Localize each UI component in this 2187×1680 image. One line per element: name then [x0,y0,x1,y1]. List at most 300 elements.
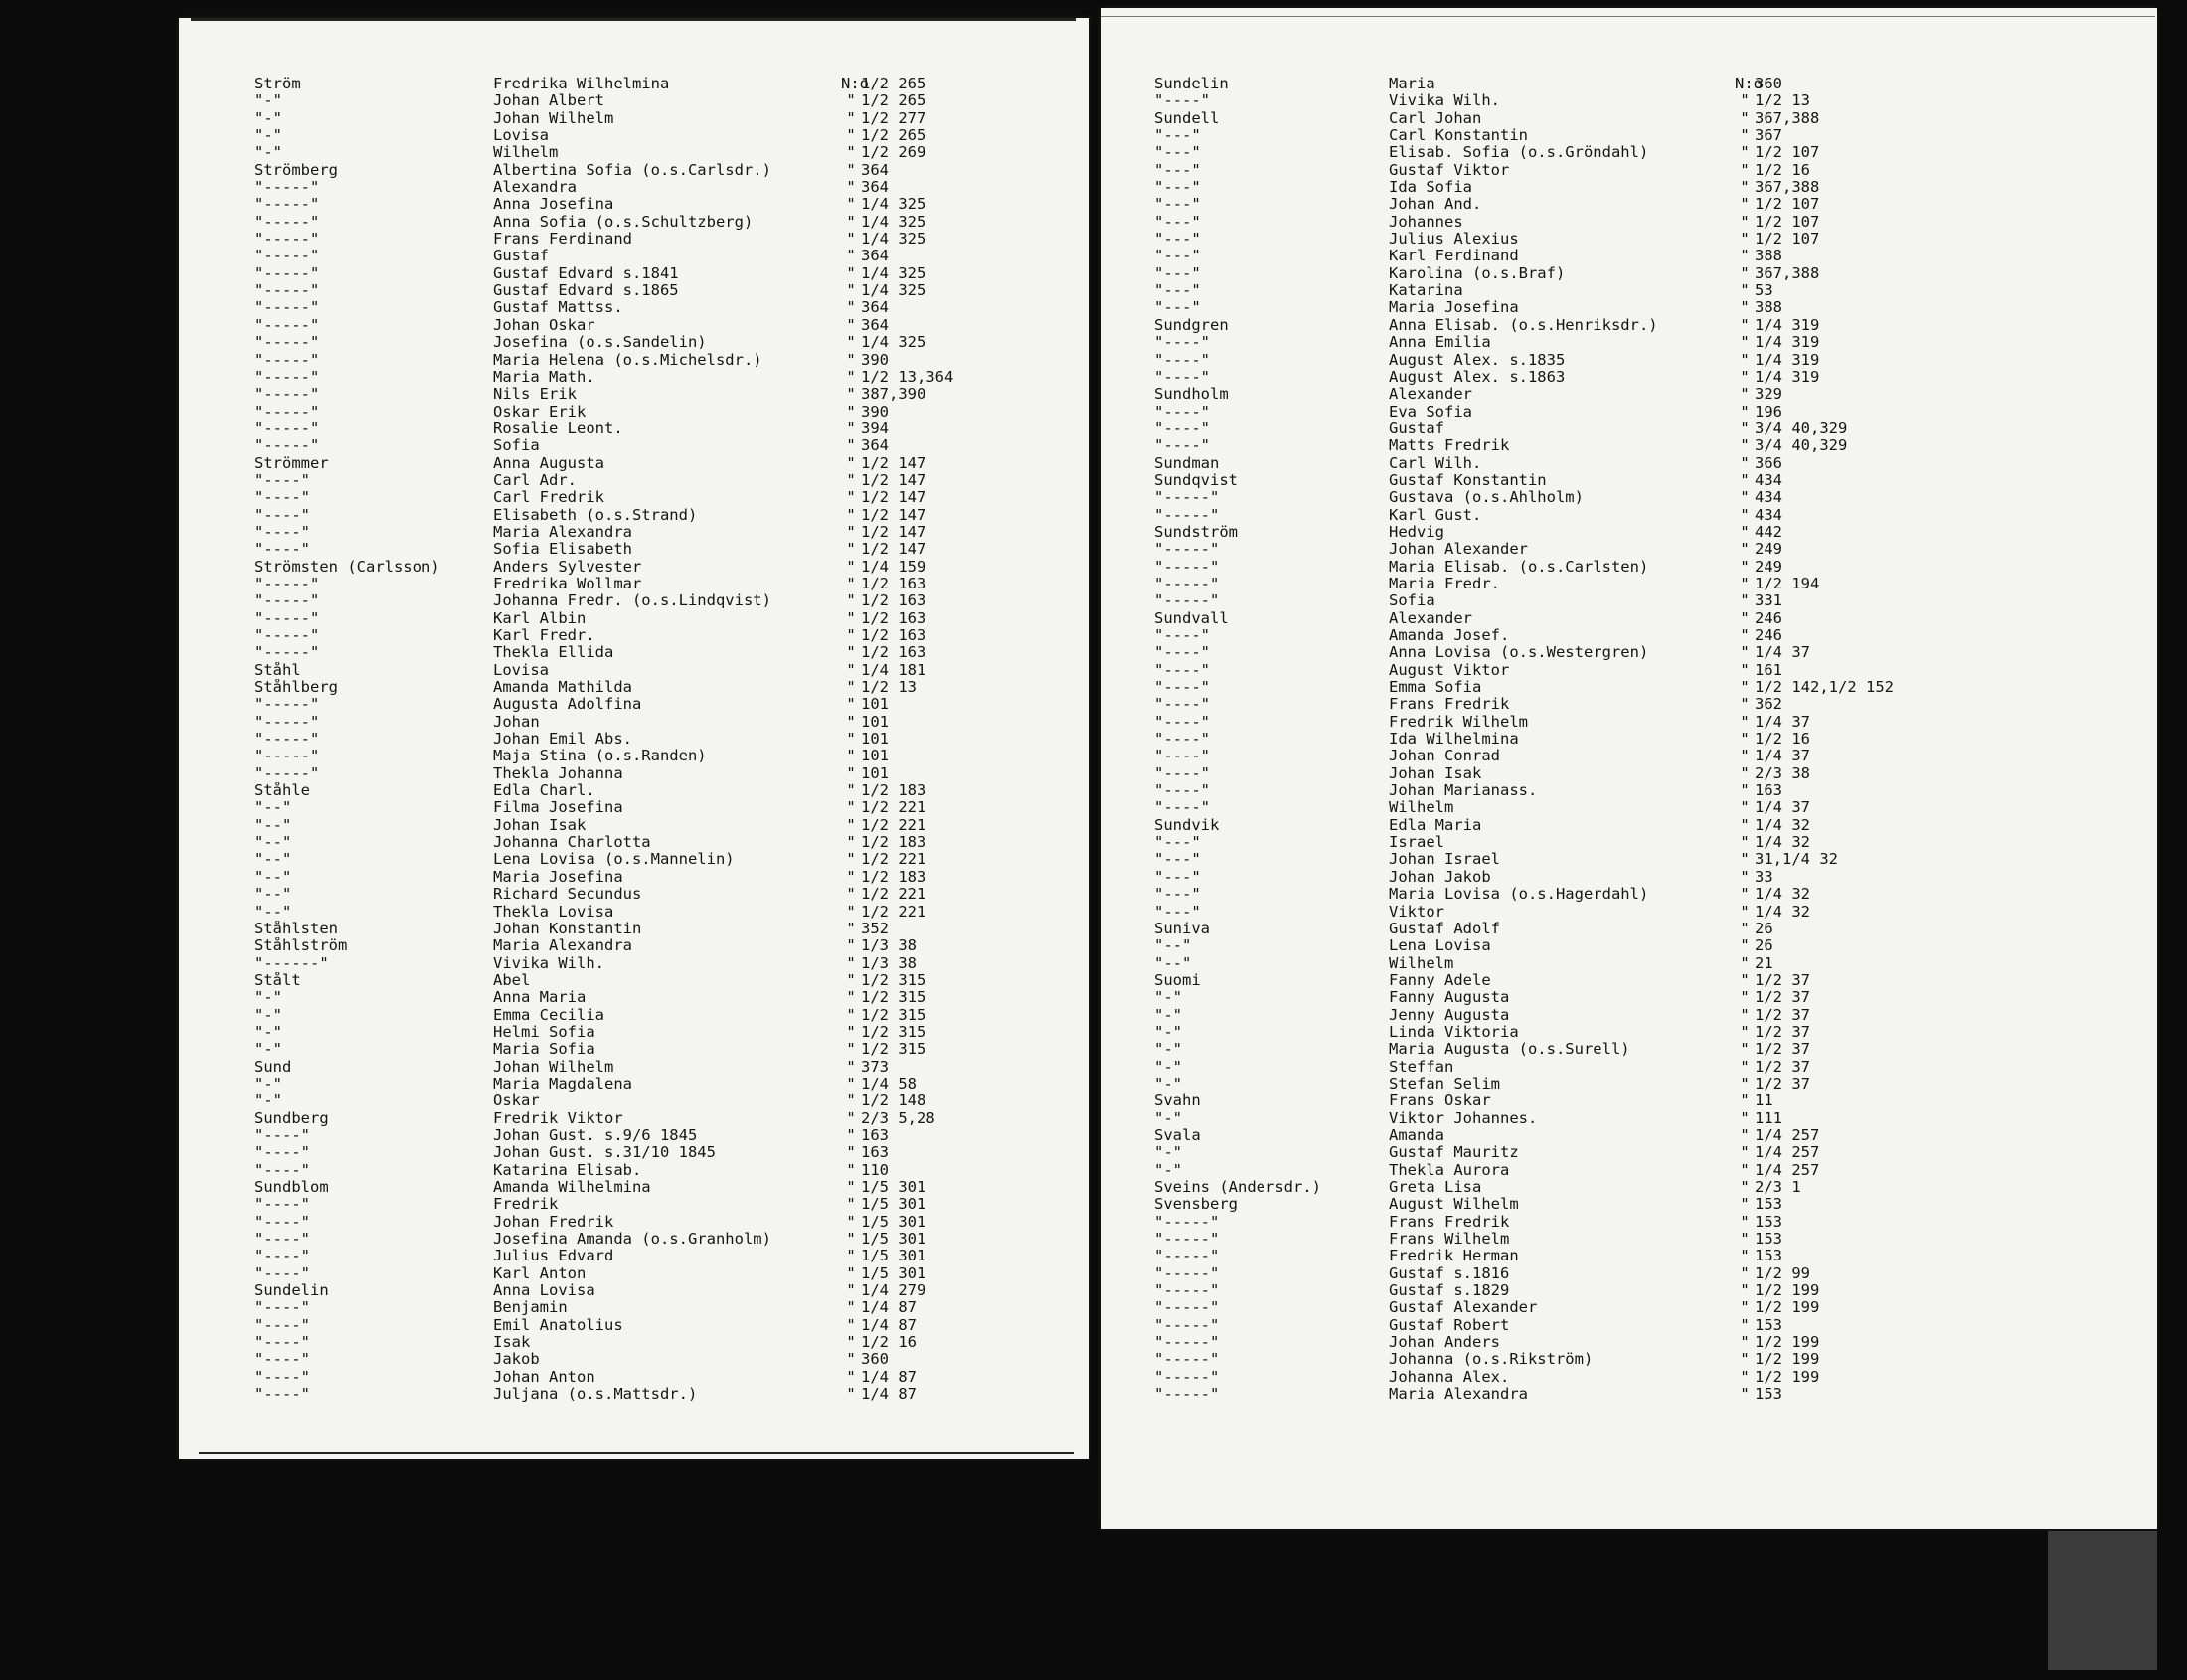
entry-number-mark: " [1740,540,1750,559]
entry-number-mark: " [1740,505,1750,524]
index-entry [254,1144,1010,1161]
entry-given-name: Gustaf Viktor [1389,161,1510,179]
entry-number-mark: " [1740,281,1750,300]
scan-noise [2048,1531,2157,1670]
entry-surname: Ståhlberg [254,679,338,697]
entry-given-name: Stefan Selim [1389,1075,1500,1092]
top-rule [1101,16,2155,17]
entry-number-mark: " [846,885,856,904]
entry-number-mark: " [846,1143,856,1162]
entry-given-name: Helmi Sofia [493,1023,595,1041]
entry-number-mark: " [1740,781,1750,800]
entry-reference: 101 [861,748,889,765]
index-entry [254,110,1010,127]
entry-surname: "----" [254,1161,310,1179]
entry-surname: Sundström [1154,523,1238,541]
entry-reference: 1/2 315 [861,1006,926,1024]
entry-given-name: Vivika Wilh. [1389,92,1500,110]
index-entry [254,1024,1010,1041]
entry-given-name: Carl Wilh. [1389,454,1482,472]
entry-given-name: Anna Augusta [493,454,604,472]
index-entry [254,472,1010,489]
entry-number-mark: " [846,970,856,989]
entry-given-name: Viktor Johannes. [1389,1109,1538,1127]
entry-given-name: Israel [1389,834,1444,852]
entry-given-name: Anders Sylvester [493,558,642,576]
entry-surname: Sund [254,1058,292,1076]
entry-number-mark: " [846,230,856,249]
entry-number-mark: " [1740,1350,1750,1369]
entry-reference: 2/3 38 [1755,764,1810,782]
entry-surname: "-----" [1154,541,1220,559]
entry-given-name: Karl Fredr. [493,627,595,644]
entry-surname: "----" [254,489,310,507]
entry-given-name: Juljana (o.s.Mattsdr.) [493,1386,698,1404]
entry-reference: 1/2 148 [861,1092,926,1110]
entry-given-name: Karl Albin [493,609,587,627]
entry-surname: "-----" [254,231,320,249]
entry-reference: 1/2 199 [1755,1368,1820,1386]
entry-surname: Strömmer [254,454,329,472]
entry-number-mark: " [1740,298,1750,317]
entry-given-name: Johan Anders [1389,1334,1500,1352]
entry-given-name: Johan Jakob [1389,868,1491,886]
entry-reference: 1/2 221 [861,903,926,921]
entry-surname: "----" [254,1299,310,1317]
entry-surname: "----" [254,506,310,524]
entry-number-mark: " [1740,178,1750,197]
entry-surname: "-" [254,1041,282,1059]
entry-reference: 1/4 325 [861,282,926,300]
entry-given-name: Albertina Sofia (o.s.Carlsdr.) [493,161,771,179]
entry-reference: 352 [861,920,889,937]
entry-number-mark: " [1740,695,1750,714]
index-entry [254,679,1010,696]
index-entry [1154,714,1904,731]
entry-given-name: Thekla Johanna [493,764,623,782]
index-entry [1154,1041,1904,1058]
index-entry [254,420,1010,437]
entry-given-name: Alexandra [493,179,577,197]
entry-reference: 153 [1755,1231,1782,1249]
index-entry [1154,1351,1904,1368]
entry-reference: 1/2 163 [861,627,926,644]
entry-given-name: Johanna (o.s.Rikström) [1389,1351,1594,1369]
entry-number-mark: " [1740,1160,1750,1179]
entry-surname: "---" [1154,834,1201,852]
index-entry [254,507,1010,524]
entry-reference: 1/2 315 [861,1041,926,1059]
entry-surname: "---" [1154,231,1201,249]
entry-reference: 1/2 37 [1755,1023,1810,1041]
entry-given-name: Nils Erik [493,386,577,404]
top-rule [191,18,1076,21]
entry-surname: Svahn [1154,1092,1201,1110]
entry-surname: "-----" [1154,1213,1220,1231]
entry-surname: Sundqvist [1154,471,1238,489]
entry-number-mark: " [846,367,856,386]
entry-number-mark: " [846,1178,856,1196]
entry-reference: 442 [1755,523,1782,541]
entry-number-mark: " [846,212,856,231]
index-entry [254,317,1010,334]
entry-surname: "----" [1154,696,1210,714]
entry-reference: 153 [1755,1248,1782,1265]
index-entry [254,576,1010,592]
entry-given-name: Anna Emilia [1389,334,1491,352]
entry-number-mark: " [1740,1212,1750,1231]
index-entry [1154,541,1904,558]
index-entry [254,972,1010,989]
entry-number-mark: " [846,867,856,886]
entry-reference: 26 [1755,937,1773,955]
index-entry [1154,472,1904,489]
entry-number-mark: " [1740,108,1750,127]
index-entry [1154,127,1904,144]
entry-reference: 3/4 40,329 [1755,420,1848,437]
entry-surname: "----" [1154,627,1210,644]
index-entry [254,851,1010,868]
entry-surname: "-" [1154,1075,1182,1092]
entry-reference: 1/2 16 [861,1334,917,1352]
entry-surname: "---" [1154,179,1201,197]
entry-surname: "-" [254,109,282,127]
entry-reference: 362 [1755,696,1782,714]
entry-number-mark: " [1740,747,1750,765]
entry-surname: "-----" [1154,1231,1220,1249]
entry-reference: 26 [1755,920,1773,937]
entry-reference: 1/2 315 [861,971,926,989]
entry-reference: 1/2 37 [1755,1058,1810,1076]
index-entry [254,714,1010,731]
entry-surname: "--" [1154,954,1192,972]
entry-surname: "-" [254,1092,282,1110]
entry-number-mark: " [1740,385,1750,404]
entry-surname: "-" [1154,1109,1182,1127]
entry-reference: 364 [861,299,889,317]
entry-number-mark: " [846,557,856,576]
entry-surname: "----" [254,1196,310,1214]
entry-reference: 329 [1755,386,1782,404]
entry-given-name: Frans Ferdinand [493,231,632,249]
index-entry [1154,627,1904,644]
entry-number-mark: " [846,902,856,921]
entry-surname: "-" [1154,1041,1182,1059]
entry-surname: "--" [254,834,292,852]
entry-number-mark: " [846,247,856,265]
entry-reference: 1/2 163 [861,644,926,662]
index-entry [254,1317,1010,1334]
entry-reference: 1/2 147 [861,506,926,524]
entry-reference: 1/4 257 [1755,1161,1820,1179]
entry-number-mark: " [1740,263,1750,282]
entry-surname: "-----" [1154,1386,1220,1404]
index-entry [254,524,1010,541]
entry-given-name: Anna Lovisa (o.s.Westergren) [1389,644,1649,662]
entry-number-mark: " [1740,626,1750,644]
entry-given-name: Johan And. [1389,196,1482,214]
entry-number-mark: " [1740,1298,1750,1317]
entry-given-name: Alexander [1389,609,1472,627]
index-entry [254,592,1010,609]
entry-surname: "----" [254,523,310,541]
entry-reference: 1/5 301 [861,1231,926,1249]
entry-surname: "----" [1154,334,1210,352]
entry-reference: 1/4 279 [861,1282,926,1300]
entry-number-mark: " [1740,143,1750,162]
index-entry [1154,679,1904,696]
entry-given-name: Elisab. Sofia (o.s.Gröndahl) [1389,144,1649,162]
entry-surname: "----" [1154,351,1210,369]
entry-surname: "--" [254,868,292,886]
entry-surname: "---" [1154,248,1201,265]
entry-surname: Svensberg [1154,1196,1238,1214]
entry-number-mark: " [846,385,856,404]
entry-number-mark: " [1740,402,1750,420]
index-entry [1154,1179,1904,1196]
entry-given-name: Johan Fredrik [493,1213,614,1231]
entry-reference: 1/2 147 [861,471,926,489]
entry-number-mark: " [1740,1005,1750,1024]
entry-reference: 1/2 13,364 [861,368,954,386]
entry-given-name: Maria Sofia [493,1041,595,1059]
entry-reference: 111 [1755,1109,1782,1127]
entry-given-name: Fredrik Wilhelm [1389,713,1528,731]
entry-number-mark: " [846,315,856,334]
entry-number-mark: " [1740,91,1750,110]
entry-given-name: Oskar Erik [493,403,587,420]
index-entry [254,455,1010,472]
right-page [1101,8,2157,1529]
entry-reference: 1/2 199 [1755,1282,1820,1300]
index-entry [254,989,1010,1006]
bottom-rule [199,1452,1074,1454]
entry-number-mark: " [846,281,856,300]
entry-reference: 1/2 277 [861,109,926,127]
index-entry [254,1076,1010,1092]
index-entry [254,921,1010,937]
entry-given-name: Vivika Wilh. [493,954,604,972]
entry-given-name: Edla Maria [1389,816,1482,834]
entry-given-name: Filma Josefina [493,799,623,817]
entry-reference: 1/2 16 [1755,161,1810,179]
entry-surname: "--" [254,886,292,904]
entry-number-mark: " [846,712,856,731]
entry-reference: 373 [861,1058,889,1076]
index-entry [1154,696,1904,713]
entry-reference: 1/4 325 [861,231,926,249]
entry-surname: "---" [1154,282,1201,300]
entry-surname: "----" [254,541,310,559]
entry-given-name: Rosalie Leont. [493,420,623,437]
entry-surname: "----" [1154,92,1210,110]
entry-reference: 101 [861,713,889,731]
entry-given-name: Gustava (o.s.Ahlholm) [1389,489,1584,507]
entry-surname: "-----" [254,316,320,334]
entry-reference: 366 [1755,454,1782,472]
entry-given-name: Wilhelm [1389,954,1454,972]
entry-number-mark: " [1740,126,1750,145]
entry-number-mark: " [846,160,856,179]
index-entry [254,559,1010,576]
entry-surname: "-" [254,1075,282,1092]
left-index-column [254,76,1010,1403]
entry-given-name: Lovisa [493,127,549,145]
right-index-column [1154,76,1904,1403]
entry-reference: 153 [1755,1386,1782,1404]
entry-number-mark: " [846,798,856,817]
entry-given-name: Gustaf Edvard s.1865 [493,282,679,300]
entry-surname: "-----" [254,248,320,265]
index-entry [254,662,1010,679]
entry-surname: "---" [1154,851,1201,869]
entry-surname: Stålt [254,971,301,989]
entry-surname: Ståhle [254,782,310,800]
entry-reference: 1/2 107 [1755,196,1820,214]
entry-surname: "-----" [1154,1368,1220,1386]
entry-surname: "-----" [1154,592,1220,610]
index-entry [254,799,1010,816]
entry-reference: 1/4 32 [1755,903,1810,921]
index-entry [254,904,1010,921]
entry-number-mark: " [846,350,856,369]
entry-reference: 2/3 1 [1755,1179,1801,1196]
entry-surname: Sveins (Andersdr.) [1154,1179,1321,1196]
entry-reference: 1/2 13 [1755,92,1810,110]
entry-surname: "-" [1154,1006,1182,1024]
entry-surname: "------" [254,954,329,972]
index-entry [1154,1162,1904,1179]
entry-given-name: Benjamin [493,1299,568,1317]
index-entry [1154,610,1904,627]
entry-number-mark: " [846,730,856,749]
index-entry [1154,179,1904,196]
entry-reference: 1/2 37 [1755,1075,1810,1092]
entry-given-name: Fredrik Herman [1389,1248,1519,1265]
entry-number-mark: " [846,1298,856,1317]
entry-given-name: Johan Conrad [1389,748,1500,765]
entry-given-name: Thekla Aurora [1389,1161,1510,1179]
entry-given-name: Johanna Fredr. (o.s.Lindqvist) [493,592,771,610]
index-entry [254,1386,1010,1403]
entry-reference: 1/4 87 [861,1316,917,1334]
entry-number-mark: " [1740,1040,1750,1059]
index-entry [254,1299,1010,1316]
entry-number-mark: " [846,522,856,541]
entry-given-name: Maja Stina (o.s.Randen) [493,748,707,765]
entry-given-name: Gustaf Mattss. [493,299,623,317]
entry-given-name: Katarina [1389,282,1463,300]
index-entry [1154,731,1904,748]
entry-number-mark: " [1740,1230,1750,1249]
index-entry [1154,404,1904,420]
entry-surname: "----" [1154,731,1210,749]
entry-surname: "--" [254,851,292,869]
index-entry [1154,921,1904,937]
entry-reference: 364 [861,437,889,455]
entry-number-mark: " [1740,247,1750,265]
entry-number-mark: " [846,143,856,162]
index-entry [1154,886,1904,903]
entry-given-name: Johan Isak [493,816,587,834]
index-entry [254,179,1010,196]
entry-surname: "-----" [254,213,320,231]
index-entry [1154,592,1904,609]
entry-number-mark: " [1740,212,1750,231]
entry-number-mark: " [846,1281,856,1300]
index-entry [254,162,1010,179]
entry-given-name: Maria Magdalena [493,1075,632,1092]
index-entry [254,265,1010,282]
index-entry [1154,317,1904,334]
entry-number-mark: " [846,126,856,145]
entry-reference: 1/2 147 [861,489,926,507]
entry-surname: "-" [1154,1023,1182,1041]
entry-reference: 21 [1755,954,1773,972]
entry-reference: 101 [861,764,889,782]
index-entry [254,765,1010,782]
index-entry [1154,1092,1904,1109]
index-entry [254,404,1010,420]
entry-number-mark: " [846,333,856,352]
index-entry [1154,1386,1904,1403]
entry-surname: "-----" [1154,1334,1220,1352]
entry-reference: 153 [1755,1213,1782,1231]
entry-number-mark: " [1740,333,1750,352]
entry-number-mark: " [1740,798,1750,817]
entry-given-name: Viktor [1389,903,1444,921]
entry-reference: 434 [1755,506,1782,524]
entry-reference: 1/2 221 [861,816,926,834]
entry-given-name: Katarina Elisab. [493,1161,642,1179]
entry-number-mark: " [1740,953,1750,972]
entry-number-mark: " [846,643,856,662]
entry-reference: 1/2 315 [861,1023,926,1041]
entry-number-mark: " [1740,1263,1750,1282]
entry-given-name: Anna Sofia (o.s.Schultzberg) [493,213,754,231]
index-entry [1154,110,1904,127]
entry-given-name: Johanna Charlotta [493,834,651,852]
entry-given-name: Karolina (o.s.Braf) [1389,264,1566,282]
entry-given-name: Johanna Alex. [1389,1368,1510,1386]
index-entry [254,92,1010,109]
entry-number-mark: " [1740,1178,1750,1196]
entry-number-mark: " [1740,815,1750,834]
entry-reference: 1/2 163 [861,575,926,592]
index-entry [1154,386,1904,403]
entry-surname: "-" [254,989,282,1007]
entry-reference: 33 [1755,868,1773,886]
entry-number-mark: " [1740,1315,1750,1334]
index-entry [1154,799,1904,816]
entry-number-mark: " [1740,1195,1750,1214]
entry-surname: "---" [1154,213,1201,231]
entry-reference: 1/4 37 [1755,799,1810,817]
left-page [179,18,1089,1459]
entry-surname: "----" [1154,799,1210,817]
entry-number-mark: " [846,195,856,214]
index-entry [254,369,1010,386]
entry-given-name: Maria Alexandra [493,523,632,541]
entry-given-name: Jenny Augusta [1389,1006,1510,1024]
entry-reference: 388 [1755,248,1782,265]
entry-surname: "----" [254,1126,310,1144]
index-entry [254,352,1010,369]
entry-surname: "----" [254,1248,310,1265]
index-entry [1154,817,1904,834]
entry-reference: 153 [1755,1196,1782,1214]
entry-given-name: Hedvig [1389,523,1444,541]
